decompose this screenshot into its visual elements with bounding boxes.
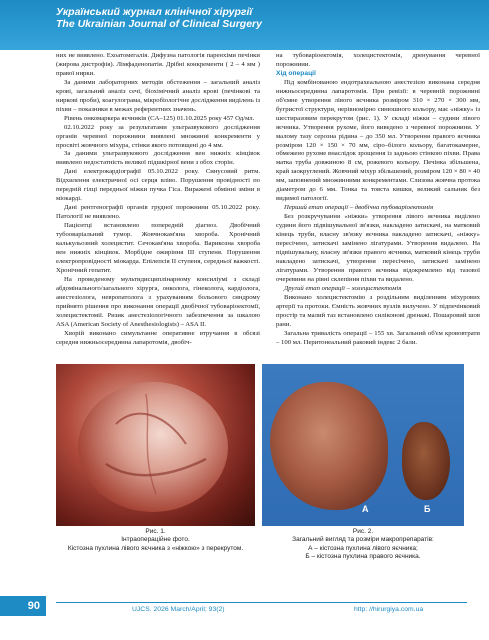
paragraph: 02.10.2022 року за результатами ультразвукового дослідження органів черевної порожнини виявлені множинні конкременти у просвіті жовчного міхура, стінки якого потовщені до 4 мм. bbox=[56, 123, 260, 149]
subsection-heading: Перший етап операції – двобічна тубоваріоектомія bbox=[284, 204, 434, 212]
paragraph: За даними ультразвукового дослідження вен нижніх кінцівок виявлено недостатність великої підшкірної вени з обох сторін. bbox=[56, 150, 260, 167]
paragraph: Рівень онкомаркера яєчників (CA–125) 01.10.2025 року 457 Од/мл. bbox=[64, 114, 255, 122]
figure-2-caption bbox=[262, 528, 464, 562]
caption-line: Інтраопераційне фото. bbox=[121, 536, 190, 544]
caption-line: Загальний вигляд та розміри макропрепаратів: bbox=[292, 536, 434, 544]
paragraph: них не виявлено. Ехоатомегалія. Дифузна патологія паренхіми печінки (жирова дистрофія). Лімфаденопатія. Дрібні конкременти ( 2 – 4 мм ) правої нирки. bbox=[56, 52, 260, 77]
specimen-a bbox=[270, 382, 388, 510]
figure-1-intraoperative-photo bbox=[56, 364, 255, 526]
paragraph: Дані електрокардіографії 05.10.2022 року. Синусовий ритм. Відхилення електричної осі серця вліво. Порушення провідності по передній гілці передньої ніжки пучка Гіса. Виражені обмінні зміни в міокарді. bbox=[56, 168, 260, 203]
journal-url-link[interactable]: http: //hirurgiya.com.ua bbox=[354, 606, 424, 613]
paragraph: Без розкручування «ніжки» утворення лівого яєчника виділено судини його підвішувальної зв'язки, накладено затискачі, на матковий кінець труби, власну зв'язку яєчника накладено затискачі, «ніжку» пересічено, затискачі замінено лігатурами. Утворення видалено. На підвішувальну, власну зв'язки правого яєчника, матковий кінець труби накладено затискачі, утворення пересічено, затискачі замінено лігатурами. Утворення правого яєчника відокремлено від тазової очеревини на рівні склепіння піхви та видалено. bbox=[276, 213, 480, 283]
tumor-vessels bbox=[56, 364, 255, 526]
footer-divider bbox=[56, 602, 467, 603]
section-heading: Хід операції bbox=[276, 69, 316, 77]
paragraph: Дані рентгенографії органів грудної порожнини 05.10.2022 року. Патології не виявлено. bbox=[56, 204, 260, 221]
caption-title: Рис. 1. bbox=[145, 528, 166, 535]
page-number: 90 bbox=[0, 596, 46, 616]
paragraph: Виконано холецистектомію з роздільним виділенням міхурових артерії та протоки. Ємність жовчних вузлів вилучено. У підпечінковий простір та малий таз встановлено силіконові дренажі. Пошаровий шов рани. bbox=[276, 293, 480, 328]
caption-line: Кістозна пухлина лівого яєчника з «ніжкою» з перекрутом. bbox=[67, 544, 244, 552]
paragraph: За даними лабораторних методів обстеження – загальний аналіз крові, загальний аналіз сечі, біохімічний аналіз крові (печінкові та ниркові проби), коагулограма, мікробіологічне дослідження виділень із піхви – показники в межах референтних значень. bbox=[56, 78, 260, 113]
figure-2-specimens-photo bbox=[262, 364, 464, 526]
subsection-heading: Другий етап операції – холецистектомія bbox=[284, 284, 402, 292]
specimen-b bbox=[402, 422, 450, 500]
journal-reference: UJCS. 2026 March/April; 93(2) bbox=[132, 606, 225, 613]
journal-title-en: The Ukrainian Journal of Clinical Surgery bbox=[56, 18, 262, 30]
journal-title-ua: Український журнал клінічної хірургії bbox=[56, 6, 253, 18]
journal-header bbox=[0, 0, 489, 50]
paragraph: Загальна тривалість операції – 155 хв. Загальний об'єм крововтрати – 100 мл. Перитонеальний раковий індекс 2 бали. bbox=[276, 329, 480, 346]
specimen-a-label: А bbox=[362, 504, 369, 514]
right-text-column bbox=[276, 52, 480, 347]
figure-1-caption bbox=[56, 528, 255, 553]
paragraph: Під комбінованою ендотрахеальною анестезією виконана середня нижньосерединна лапаротомія. При ревізії: в черевній порожнині об'ємне утворення лівого яєчника розміром 310 × 270 × 300 мм, бугристої структури, нерівномірно синюшного кольору, має «ніжку» із шестиразовим перекрутом (рис. 1). У складі ніжки – судини лівого яєчника. Утворення рухоме, його виведено з черевної порожнини. У малому тазу серозна рідина – до 350 мл. Утворення правого яєчника розміром 120 × 150 × 70 мм, сіро–білого кольору, багатокамерне, обмежено рухоме внаслідок зрощення із задньою стінкою піхви. Права матка труба довжиною 8 см, рожевого кольору. Печінка збільшена, край заокруглений. Жовчний міхур збільшений, розміром 120 × 80 × 40 мм, заповнений множинними конкрементами. Слизова жовчна протока діаметром до 6 мм. Тонка та товста кишки, великий сальник без видимої патології. bbox=[276, 78, 480, 203]
caption-title: Рис. 2. bbox=[352, 528, 374, 535]
left-text-column bbox=[56, 52, 260, 347]
specimen-b-label: Б bbox=[424, 504, 431, 514]
caption-line: А – кістозна пухлина лівого яєчника; bbox=[308, 544, 418, 552]
paragraph: Пацієнтці встановлено попередній діагноз. Двобічний тубооваріальний тумор. Жовчнокам'яна хвороба. Хронічний калькульозний холецистит. Сечокам'яна хвороба. Варикозна хвороба вен нижніх кінцівок. Морбідне ожиріння III ступеня. Порушення електропровідності міокарда. Епілепсія II ступеня, середньої важкості. Хронічний гепатит. bbox=[56, 222, 260, 274]
paragraph: На проведеному мультидисциплінарному консиліумі з складі абдомінального/загального хірурга, онколога, гінеколога, кардіолога, анестезіолога, невропатолога з урахуванням больового синдрому прийнято рішення про виконання операції двобічної тубоваріоектомії, холецистектомії. Ризик анестезіологічного забезпечення за шкалою ASA (American Society of Anesthesiologists) – ASA II. bbox=[56, 275, 260, 328]
paragraph: на тубоваріоектомія, холецистектомія, дренування черевної порожнини. bbox=[276, 52, 480, 68]
caption-line: Б – кістозна пухлина правого яєчника. bbox=[305, 553, 421, 561]
paragraph: Хворій виконано симультанне оперативне втручання в обсязі середня нижньосерединна лапаротомія, двобіч- bbox=[56, 329, 260, 346]
